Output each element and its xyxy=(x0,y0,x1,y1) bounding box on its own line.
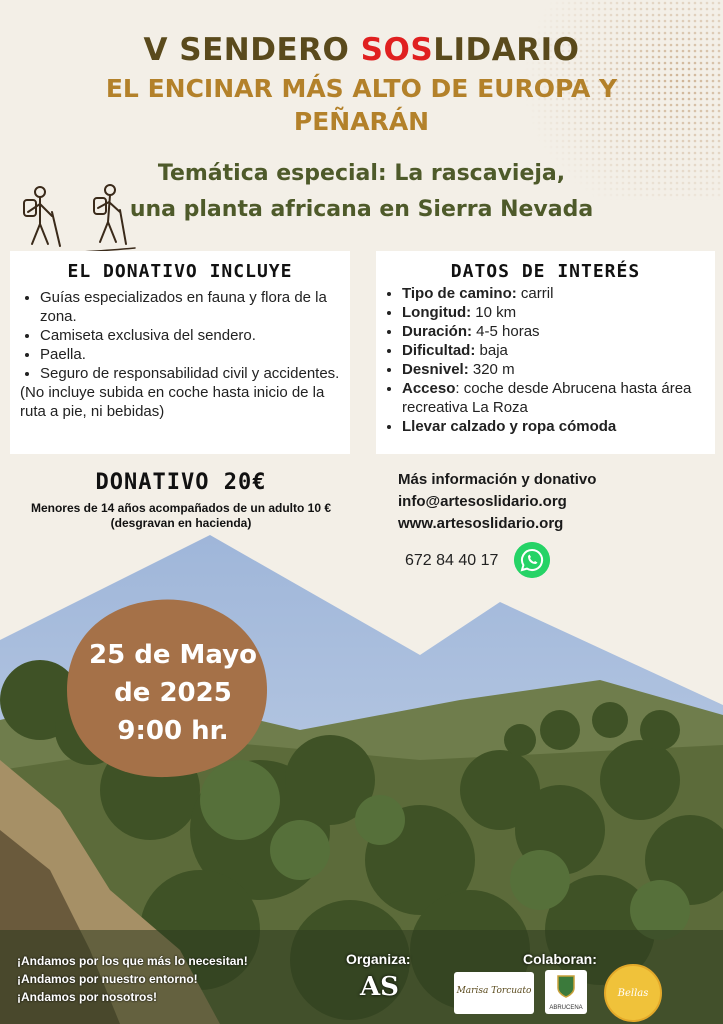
key-info-item xyxy=(402,322,715,341)
key-info-value: 4-5 horas xyxy=(472,323,540,340)
key-info-value: 320 m xyxy=(468,361,515,378)
key-info-item xyxy=(402,360,715,379)
key-info-label: Llevar calzado y ropa cómoda xyxy=(402,418,617,435)
donation-includes-list xyxy=(10,288,350,383)
key-info-label: Duración: xyxy=(402,323,473,340)
key-info-item xyxy=(402,284,715,303)
donation-note: (No incluye subida en coche hasta inicio de la ruta a pie, ni bebidas) xyxy=(20,384,325,420)
donation-price-heading: DONATIVO 20€ xyxy=(95,470,267,495)
theme-text: Temática especial: La rascavieja, una planta africana en Sierra Nevada xyxy=(129,161,594,222)
key-info-value: carril xyxy=(516,285,554,302)
contact-heading: Más información y donativo xyxy=(398,471,597,488)
key-info-item xyxy=(402,341,715,360)
key-info-value: baja xyxy=(475,342,508,359)
key-info-label: Acceso xyxy=(402,380,456,397)
sponsor-logo-abrucena: ABRUCENA xyxy=(545,970,587,1014)
contact-phone[interactable]: 672 84 40 17 xyxy=(405,552,499,569)
key-info-label: Tipo de camino: xyxy=(402,285,517,302)
contact-email[interactable]: info@artesoslidario.org xyxy=(398,493,567,510)
donation-includes-item: • Seguro de responsabilidad civil y accidentes. xyxy=(40,364,350,383)
organizer-label: Organiza: xyxy=(346,951,411,967)
event-date: 25 de Mayo de 2025 9:00 hr. xyxy=(89,640,257,746)
key-info-item xyxy=(402,379,715,417)
sponsor-logo-nutrition: Marisa Torcuato xyxy=(454,972,534,1014)
key-info-item xyxy=(402,417,715,436)
donation-includes-item: • Guías especializados en fauna y flora de la zona. xyxy=(40,288,350,326)
key-info-box xyxy=(376,251,715,454)
key-info-value: 10 km xyxy=(471,304,517,321)
key-info-list xyxy=(376,284,715,436)
donation-includes-box xyxy=(10,251,350,454)
key-info-value: : coche desde Abrucena hasta área recreativa La Roza xyxy=(402,380,692,416)
key-info-label: Dificultad: xyxy=(402,342,476,359)
collaborators-label: Colaboran: xyxy=(523,951,597,967)
whatsapp-icon[interactable] xyxy=(514,542,550,578)
title-highlight: SOS xyxy=(360,32,434,68)
sponsor-logo-bellas: Bellas xyxy=(604,964,662,1022)
organizer-logo: AS xyxy=(360,972,399,1002)
page-subtitle: EL ENCINAR MÁS ALTO DE EUROPA Y PEÑARÁN xyxy=(105,74,618,136)
contact-website[interactable]: www.artesoslidario.org xyxy=(398,515,564,532)
key-info-label: Longitud: xyxy=(402,304,472,321)
donation-price xyxy=(12,470,350,531)
key-info-label: Desnivel: xyxy=(402,361,469,378)
page-title: V SENDERO SOSLIDARIO xyxy=(143,32,580,68)
contact-info xyxy=(398,469,596,535)
key-info-heading: DATOS DE INTERÉS xyxy=(450,261,641,282)
key-info-item xyxy=(402,303,715,322)
donation-includes-item: • Paella. xyxy=(40,345,350,364)
donation-includes-item: • Camiseta exclusiva del sendero. xyxy=(40,326,350,345)
donation-minors-text: Menores de 14 años acompañados de un adulto 10 € (desgravan en hacienda) xyxy=(30,501,332,530)
donation-includes-heading: EL DONATIVO INCLUYE xyxy=(67,261,293,282)
slogans: ¡Andamos por los que más lo necesitan! ¡Andamos por nuestro entorno! ¡Andamos por nosotros! xyxy=(17,954,248,1004)
